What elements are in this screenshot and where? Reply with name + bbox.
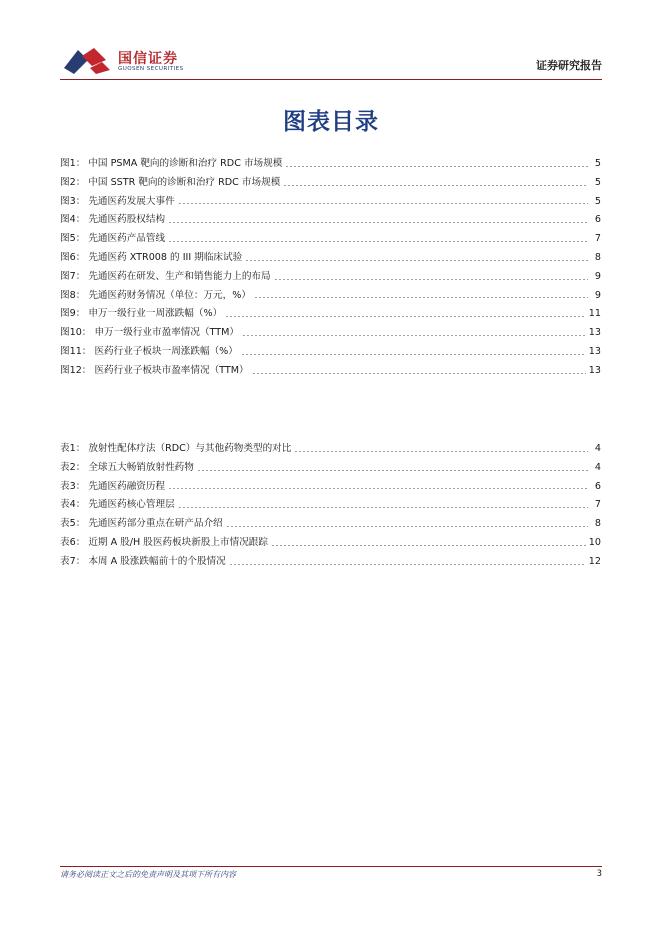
figure-toc-entry[interactable]: [60, 268, 601, 287]
figure-entry-label[interactable]: 图10： 申万一级行业市盈率情况（TTM）: [60, 327, 239, 339]
header-divider: [60, 79, 602, 80]
dot-leader: [274, 279, 588, 280]
guosen-logo: [62, 44, 192, 78]
dot-leader: [294, 451, 588, 452]
figure-toc-entry[interactable]: [60, 362, 601, 381]
dot-leader: [226, 526, 588, 527]
table-toc-entry[interactable]: [60, 496, 601, 515]
report-type-label: 证券研究报告: [536, 59, 602, 72]
table-toc-entry[interactable]: [60, 534, 601, 553]
figure-entry-page[interactable]: 13: [588, 364, 601, 376]
figure-entry-label[interactable]: 图1： 中国 PSMA 靶向的诊断和治疗 RDC 市场规模: [60, 158, 283, 169]
figure-toc-entry[interactable]: [60, 155, 601, 174]
table-entry-label[interactable]: 表3： 先通医药融资历程: [60, 480, 166, 492]
dot-leader: [229, 564, 586, 565]
guosen-logo-icon: [62, 46, 112, 76]
figure-entry-label[interactable]: 图7： 先通医药在研发、生产和销售能力上的布局: [60, 270, 271, 282]
figure-entry-label[interactable]: 图5： 先通医药产品管线: [60, 233, 166, 245]
dot-leader: [252, 373, 586, 374]
table-toc-entry[interactable]: [60, 459, 601, 478]
table-toc-entry[interactable]: [60, 515, 601, 534]
table-entry-page[interactable]: 6: [594, 480, 601, 492]
table-entry-label[interactable]: 表7： 本周 A 股涨跌幅前十的个股情况: [60, 555, 226, 567]
dot-leader: [241, 354, 586, 355]
table-toc-entry[interactable]: [60, 553, 601, 572]
dot-leader: [168, 488, 588, 489]
figure-entry-label[interactable]: 图3： 先通医药发展大事件: [60, 195, 175, 207]
figure-entry-page[interactable]: 13: [588, 345, 601, 357]
figure-entry-label[interactable]: 图4： 先通医药股权结构: [60, 214, 166, 226]
figure-entry-page[interactable]: 8: [594, 251, 601, 263]
figure-entry-page[interactable]: 13: [588, 327, 601, 339]
table-entry-label[interactable]: 表5： 先通医药部分重点在研产品介绍: [60, 518, 223, 530]
page-number: 3: [596, 869, 602, 879]
table-entry-page[interactable]: 8: [594, 518, 601, 530]
figure-entry-page[interactable]: 5: [594, 176, 601, 188]
dot-leader: [242, 335, 586, 336]
figure-entry-page[interactable]: 9: [594, 270, 601, 282]
figure-toc-entry[interactable]: [60, 287, 601, 306]
figure-toc-entry[interactable]: [60, 174, 601, 193]
table-entry-page[interactable]: 4: [594, 443, 601, 454]
footer-divider: [60, 866, 602, 867]
dot-leader: [168, 222, 588, 223]
figure-entry-page[interactable]: 5: [594, 158, 601, 169]
footer-disclaimer: 请务必阅读正文之后的免责声明及其项下所有内容: [60, 870, 236, 879]
dot-leader: [178, 507, 588, 508]
logo-english-name: GUOSEN SECURITIES: [118, 66, 184, 72]
figure-toc-entry[interactable]: [60, 211, 601, 230]
figure-toc-entry[interactable]: [60, 324, 601, 343]
dot-leader: [168, 241, 588, 242]
table-toc-entry[interactable]: [60, 440, 601, 459]
figures-toc-list: [60, 155, 601, 381]
table-entry-label[interactable]: 表6： 近期 A 股/H 股医药板块新股上市情况跟踪: [60, 536, 268, 548]
figure-toc-entry[interactable]: [60, 249, 601, 268]
figure-entry-page[interactable]: 5: [594, 195, 601, 207]
dot-leader: [285, 166, 588, 167]
figure-entry-page[interactable]: 6: [594, 214, 601, 226]
dot-leader: [225, 316, 586, 317]
table-entry-page[interactable]: 10: [588, 536, 601, 548]
table-entry-page[interactable]: 4: [594, 461, 601, 473]
dot-leader: [283, 185, 588, 186]
figure-toc-entry[interactable]: [60, 230, 601, 249]
figure-entry-page[interactable]: 7: [594, 233, 601, 245]
table-entry-label[interactable]: 表4： 先通医药核心管理层: [60, 499, 175, 511]
table-toc-entry[interactable]: [60, 478, 601, 497]
dot-leader: [254, 297, 588, 298]
dot-leader: [178, 203, 588, 204]
table-entry-page[interactable]: 7: [594, 499, 601, 511]
table-entry-label[interactable]: 表1： 放射性配体疗法（RDC）与其他药物类型的对比: [60, 443, 292, 454]
figure-entry-label[interactable]: 图8： 先通医药财务情况（单位：万元，%）: [60, 289, 251, 301]
figure-entry-label[interactable]: 图12： 医药行业子板块市盈率情况（TTM）: [60, 364, 249, 376]
tables-toc-list: [60, 440, 601, 572]
figure-entry-label[interactable]: 图6： 先通医药 XTR008 的 III 期临床试验: [60, 251, 243, 263]
dot-leader: [271, 545, 586, 546]
page-header: [60, 44, 602, 80]
figure-entry-label[interactable]: 图9： 申万一级行业一周涨跌幅（%）: [60, 308, 223, 320]
figure-toc-entry[interactable]: [60, 305, 601, 324]
table-entry-label[interactable]: 表2： 全球五大畅销放射性药物: [60, 461, 194, 473]
figure-entry-label[interactable]: 图2： 中国 SSTR 靶向的诊断和治疗 RDC 市场规模: [60, 176, 281, 188]
figure-entry-page[interactable]: 11: [588, 308, 601, 320]
figure-entry-label[interactable]: 图11： 医药行业子板块一周涨跌幅（%）: [60, 345, 238, 357]
logo-chinese-name: 国信证券: [118, 51, 178, 67]
dot-leader: [245, 260, 588, 261]
table-entry-page[interactable]: 12: [588, 555, 601, 567]
figure-toc-entry[interactable]: [60, 193, 601, 212]
figure-toc-entry[interactable]: [60, 343, 601, 362]
figure-entry-page[interactable]: 9: [594, 289, 601, 301]
page-title: 图表目录: [283, 109, 379, 135]
dot-leader: [197, 470, 588, 471]
